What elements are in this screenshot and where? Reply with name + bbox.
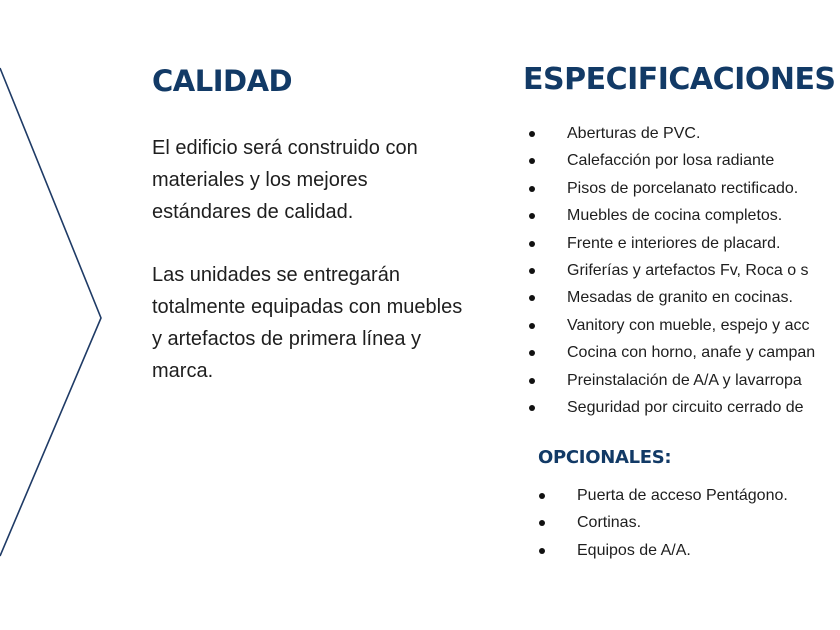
optionals-list	[536, 482, 788, 564]
optional-item	[536, 537, 788, 564]
quality-paragraph-1: El edificio será construido con materiales y los mejores estándares de calidad.	[152, 137, 418, 223]
bullet-icon	[529, 158, 535, 164]
quality-heading: CALIDAD	[152, 64, 293, 98]
bullet-icon	[529, 295, 535, 301]
spec-item	[526, 312, 815, 339]
spec-item-text: Calefacción por losa radiante	[567, 152, 775, 170]
bullet-icon	[539, 548, 545, 554]
spec-item	[526, 394, 815, 421]
bullet-icon	[529, 405, 535, 411]
bullet-icon	[539, 493, 545, 499]
bullet-icon	[529, 131, 535, 137]
bullet-icon	[529, 241, 535, 247]
optional-item-text: Cortinas.	[577, 514, 642, 532]
spec-item	[526, 120, 815, 147]
spec-item	[526, 175, 815, 202]
bullet-icon	[539, 520, 545, 526]
optional-item	[536, 482, 788, 509]
bullet-icon	[529, 213, 535, 219]
spec-item-text: Preinstalación de A/A y lavarropa	[567, 371, 802, 389]
bullet-icon	[529, 323, 535, 329]
spec-item	[526, 257, 815, 284]
spec-item-text: Cocina con horno, anafe y campan	[567, 344, 816, 362]
spec-item-text: Vanitory con mueble, espejo y acc	[567, 316, 810, 334]
specifications-list	[526, 120, 815, 421]
optional-item-text: Equipos de A/A.	[577, 541, 691, 559]
spec-item-text: Frente e interiores de placard.	[567, 234, 781, 252]
spec-item-text: Seguridad por circuito cerrado de	[567, 399, 804, 417]
spec-item	[526, 202, 815, 229]
quality-paragraph-2: Las unidades se entregarán totalmente equipadas con muebles y artefactos de primera línea y marca.	[152, 264, 463, 382]
optionals-heading: OPCIONALES:	[538, 447, 672, 468]
spec-item-text: Griferías y artefactos Fv, Roca o s	[567, 262, 809, 280]
bullet-icon	[529, 268, 535, 274]
optional-item-text: Puerta de acceso Pentágono.	[577, 487, 788, 504]
spec-item	[526, 339, 815, 366]
spec-item-text: Aberturas de PVC.	[567, 125, 701, 142]
spec-item	[526, 147, 815, 174]
specifications-heading: ESPECIFICACIONES	[523, 62, 836, 97]
bullet-icon	[529, 186, 535, 192]
spec-item	[526, 230, 815, 257]
bullet-icon	[529, 378, 535, 384]
optional-item	[536, 509, 788, 536]
chevron-divider	[0, 0, 120, 630]
bullet-icon	[529, 350, 535, 356]
spec-item	[526, 284, 815, 311]
spec-item-text: Mesadas de granito en cocinas.	[567, 289, 793, 307]
spec-item-text: Pisos de porcelanato rectificado.	[567, 179, 799, 197]
spec-item	[526, 367, 815, 394]
spec-item-text: Muebles de cocina completos.	[567, 207, 783, 225]
